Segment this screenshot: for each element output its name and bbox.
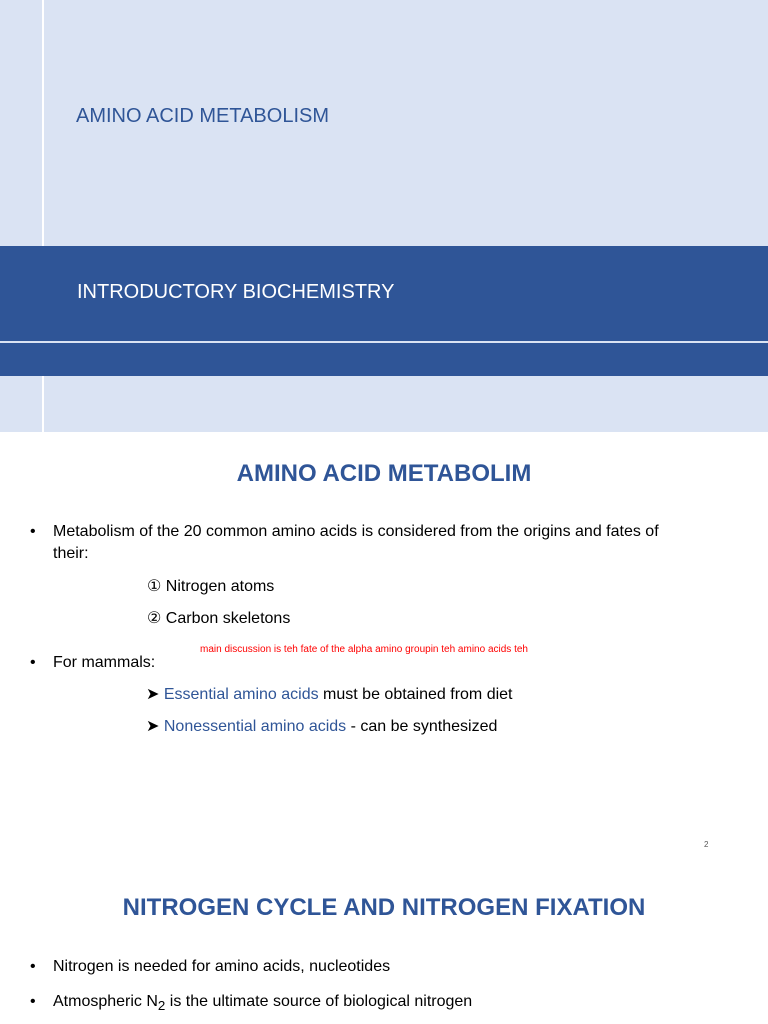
content-slide-3	[0, 864, 768, 1024]
page-number: 2	[704, 840, 709, 849]
sub-item-nitrogen	[147, 576, 274, 596]
subtitle-band	[0, 246, 768, 376]
slide-title: AMINO ACID METABOLISM	[76, 105, 329, 127]
sub-item-text: Carbon skeletons	[165, 610, 291, 627]
band-divider	[0, 341, 768, 343]
text-segment: Atmospheric N	[53, 993, 158, 1010]
bullet-marker: •	[30, 993, 36, 1010]
slide-heading: NITROGEN CYCLE AND NITROGEN FIXATION	[122, 894, 646, 921]
bullet-line: their:	[53, 545, 89, 562]
circled-number: ②	[147, 610, 162, 627]
item-text: - can be synthesized	[346, 718, 498, 735]
subscript: 2	[157, 998, 166, 1014]
arrow-icon: ➤	[146, 718, 160, 735]
text-segment: is the ultimate source of biological nitrogen	[165, 993, 473, 1010]
bullet-text	[53, 991, 472, 1017]
bullet-text	[53, 521, 659, 565]
bullet-text: For mammals:	[53, 654, 156, 671]
bullet-marker: •	[30, 523, 36, 540]
sub-item-text: Nitrogen atoms	[165, 578, 275, 595]
title-slide	[0, 0, 768, 432]
sub-item-carbon	[147, 608, 290, 628]
content-slide-2	[0, 432, 768, 864]
circled-number: ①	[147, 578, 162, 595]
arrow-item-nonessential	[146, 716, 497, 736]
arrow-item-essential	[146, 684, 513, 704]
speaker-note: main discussion is teh fate of the alpha amino groupin teh amino acids teh	[200, 644, 528, 655]
bullet-marker: •	[30, 958, 36, 975]
slide-subtitle: INTRODUCTORY BIOCHEMISTRY	[77, 281, 395, 303]
bullet-line: Metabolism of the 20 common amino acids is considered from the origins and fates of	[53, 523, 659, 540]
term-essential: Essential amino acids	[163, 686, 319, 703]
arrow-icon: ➤	[146, 686, 160, 703]
bullet-text: Nitrogen is needed for amino acids, nucleotides	[53, 958, 391, 975]
bullet-marker: •	[30, 654, 36, 671]
slide-heading: AMINO ACID METABOLIM	[236, 460, 532, 487]
item-text: must be obtained from diet	[318, 686, 513, 703]
term-nonessential: Nonessential amino acids	[163, 718, 347, 735]
